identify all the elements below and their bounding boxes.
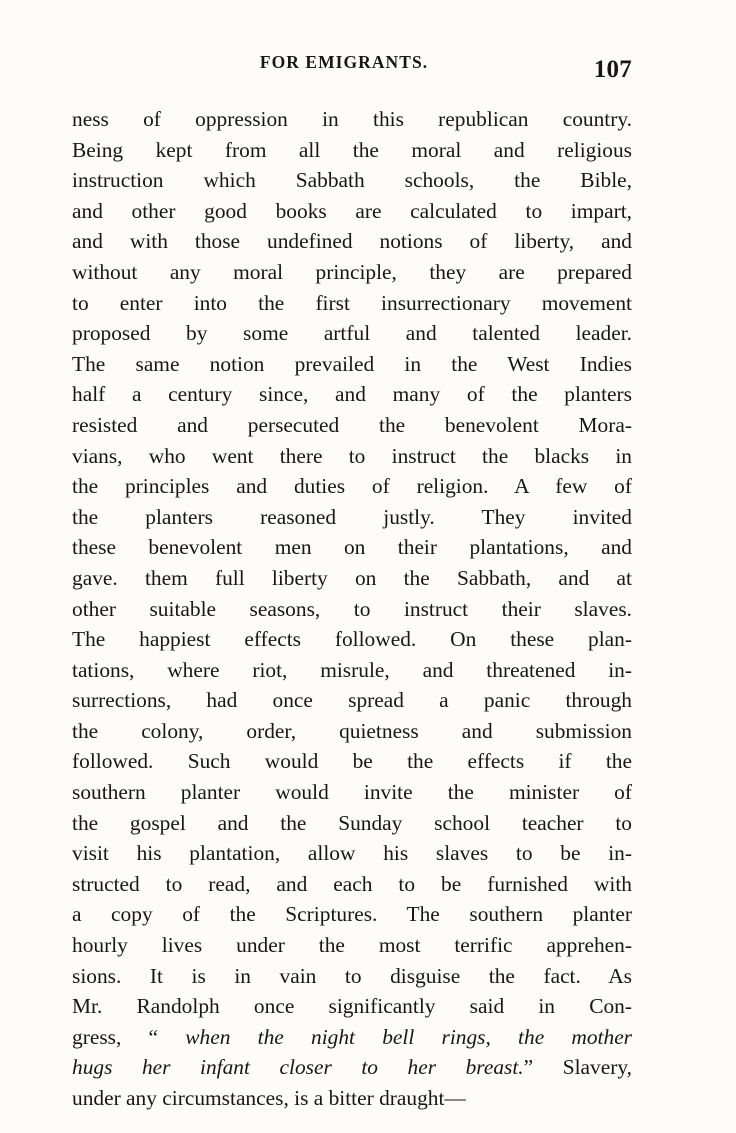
quote-tail: ” Slavery, (523, 1055, 632, 1080)
text-line: followed. Such would be the effects if the (72, 749, 632, 774)
page-content (72, 52, 632, 1114)
text-line: ness of oppression in this republican country. (72, 107, 632, 131)
text-line: a copy of the Scriptures. The southern planter (72, 902, 632, 927)
text-line: other suitable seasons, to instruct their slaves. (72, 596, 632, 621)
quote-italic-text: when the night bell rings, the mother (185, 1024, 633, 1049)
text-line: southern planter would invite the minister of (72, 780, 632, 805)
text-line: surrections, had once spread a panic through (72, 688, 632, 713)
text-line: proposed by some artful and talented leader. (72, 321, 632, 346)
text-line: instruction which Sabbath schools, the Bible, (72, 168, 632, 193)
text-line: Being kept from all the moral and religious (72, 137, 632, 162)
text-line: hourly lives under the most terrific apprehen- (72, 933, 632, 958)
text-line: resisted and persecuted the benevolent Mora- (72, 412, 632, 437)
running-head-title: FOR EMIGRANTS. (259, 52, 429, 72)
text-line: Mr. Randolph once significantly said in Con- (72, 994, 632, 1019)
paragraph (72, 104, 632, 1114)
text-line: the principles and duties of religion. A few of (72, 474, 632, 499)
text-line: the gospel and the Sunday school teacher to (72, 810, 632, 835)
text-line: vians, who went there to instruct the blacks in (72, 443, 632, 468)
text-line: without any moral principle, they are prepared (72, 259, 632, 284)
text-line: to enter into the first insurrectionary movement (72, 290, 632, 315)
text-line: the planters reasoned justly. They invited (72, 504, 632, 529)
text-line: The same notion prevailed in the West Indies (72, 351, 632, 376)
text-line: these benevolent men on their plantations, and (72, 535, 632, 560)
text-line: structed to read, and each to be furnished with (72, 871, 632, 896)
text-line: under any circumstances, is a bitter draught— (72, 1086, 466, 1110)
text-line-quote-end (72, 1052, 632, 1083)
text-line: and other good books are calculated to impart, (72, 198, 632, 223)
running-head (72, 52, 632, 86)
quote-italic-text: hugs her infant closer to her breast. (72, 1055, 524, 1080)
text-line: tations, where riot, misrule, and threatened in- (72, 657, 632, 682)
text-line: half a century since, and many of the planters (72, 382, 632, 407)
text-line-quote-start (72, 1022, 632, 1053)
text-line: The happiest effects followed. On these plan- (72, 627, 632, 652)
page-number: 107 (593, 56, 632, 83)
text-line: and with those undefined notions of liberty, and (72, 229, 632, 254)
text-line: the colony, order, quietness and submission (72, 718, 632, 743)
quote-lead: gress, “ (72, 1024, 186, 1049)
body-text (72, 104, 632, 1114)
text-line: sions. It is in vain to disguise the fact. As (72, 963, 632, 988)
text-line: gave. them full liberty on the Sabbath, and at (72, 565, 632, 590)
text-line: visit his plantation, allow his slaves to be in- (72, 841, 632, 866)
